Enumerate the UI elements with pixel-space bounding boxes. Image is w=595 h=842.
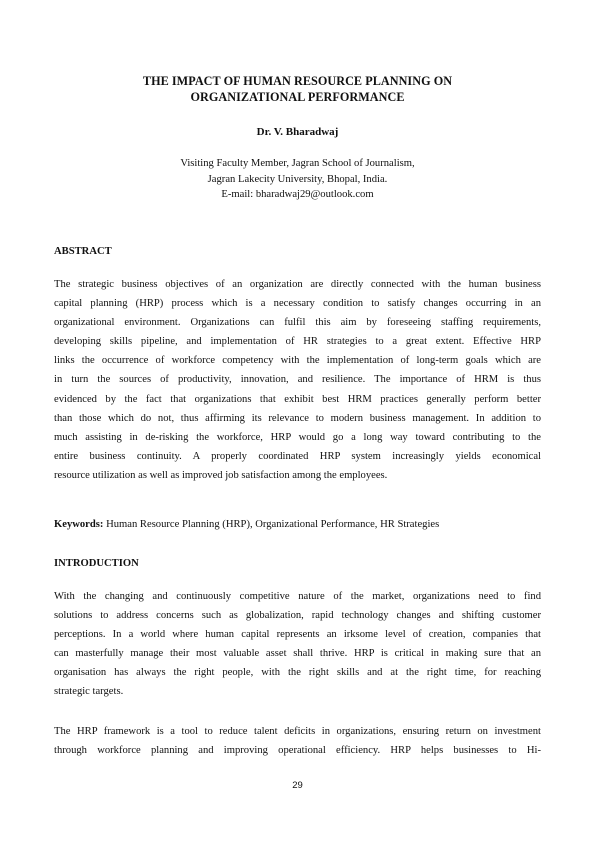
abstract-heading: ABSTRACT (54, 246, 112, 257)
title-line: THE IMPACT OF HUMAN RESOURCE PLANNING ON (142, 74, 453, 88)
intro-line: With the changing and continuously competitive nature of the market, organizations need to find (54, 591, 541, 602)
keywords-line (54, 518, 541, 532)
intro-line: The HRP framework is a tool to reduce talent deficits in organizations, ensuring return on investment (54, 726, 541, 737)
introduction-heading: INTRODUCTION (54, 558, 139, 569)
intro-line: organisation has always the right people, with the right skills and at the right time, for reaching (54, 667, 541, 679)
author-affiliation (54, 156, 541, 203)
keywords-label: Keywords: (54, 519, 104, 530)
introduction-paragraph-2 (54, 722, 541, 760)
abstract-line: capital planning (HRP) process which is a necessary condition to satisfy changes occurring in an (54, 298, 541, 310)
page-number: 29 (292, 780, 303, 791)
abstract-line: in turn the sources of productivity, innovation, and resilience. The importance of HRM is thus (54, 374, 541, 386)
abstract-line: links the occurrence of workforce competency with the implementation of long-term goals which are (54, 355, 541, 367)
affiliation-line: Jagran Lakecity University, Bhopal, India. (207, 173, 388, 185)
intro-line: solutions to address concerns such as globalization, rapid technology changes and shifting customer (54, 610, 541, 622)
author-email: E-mail: bharadwaj29@outlook.com (221, 189, 374, 200)
intro-line: through workforce planning and improving operational efficiency. HRP helps businesses to Hi- (54, 745, 541, 757)
abstract-line: than those which do not, thus affirming its relevance to modern business management. In addition to (54, 412, 541, 424)
abstract-line: organizational environment. Organizations can fulfil this aim by foreseeing staffing requirements, (54, 317, 541, 329)
abstract-line: much assisting in de-risking the workforce, HRP would go a long way toward contributing to the (54, 431, 541, 443)
paper-title (54, 73, 541, 105)
abstract-line: evidenced by the fact that organizations that exhibit best HRM practices generally perform better (54, 393, 541, 405)
abstract-line: developing skills pipeline, and implementation of HR strategies to a great extent. Effective HRP (54, 336, 541, 348)
intro-line: can masterfully manage their most valuable asset shall thrive. HRP is critical in making sure that an (54, 648, 541, 660)
author-name: Dr. V. Bharadwaj (256, 126, 339, 138)
abstract-line: entire business continuity. A properly coordinated HRP system increasingly yields economical (54, 450, 541, 462)
abstract-line: The strategic business objectives of an organization are directly connected with the human business (54, 279, 541, 290)
intro-line: perceptions. In a world where human capital represents an irksome level of creation, companies that (54, 629, 541, 641)
introduction-paragraph-1 (54, 587, 541, 702)
abstract-paragraph (54, 275, 541, 485)
abstract-line: resource utilization as well as improved job satisfaction among the employees. (54, 469, 388, 481)
keywords-text: Human Resource Planning (HRP), Organizational Performance, HR Strategies (103, 519, 440, 530)
intro-line: strategic targets. (54, 686, 124, 698)
affiliation-line: Visiting Faculty Member, Jagran School of Journalism, (180, 158, 415, 169)
title-line: ORGANIZATIONAL PERFORMANCE (190, 90, 405, 104)
